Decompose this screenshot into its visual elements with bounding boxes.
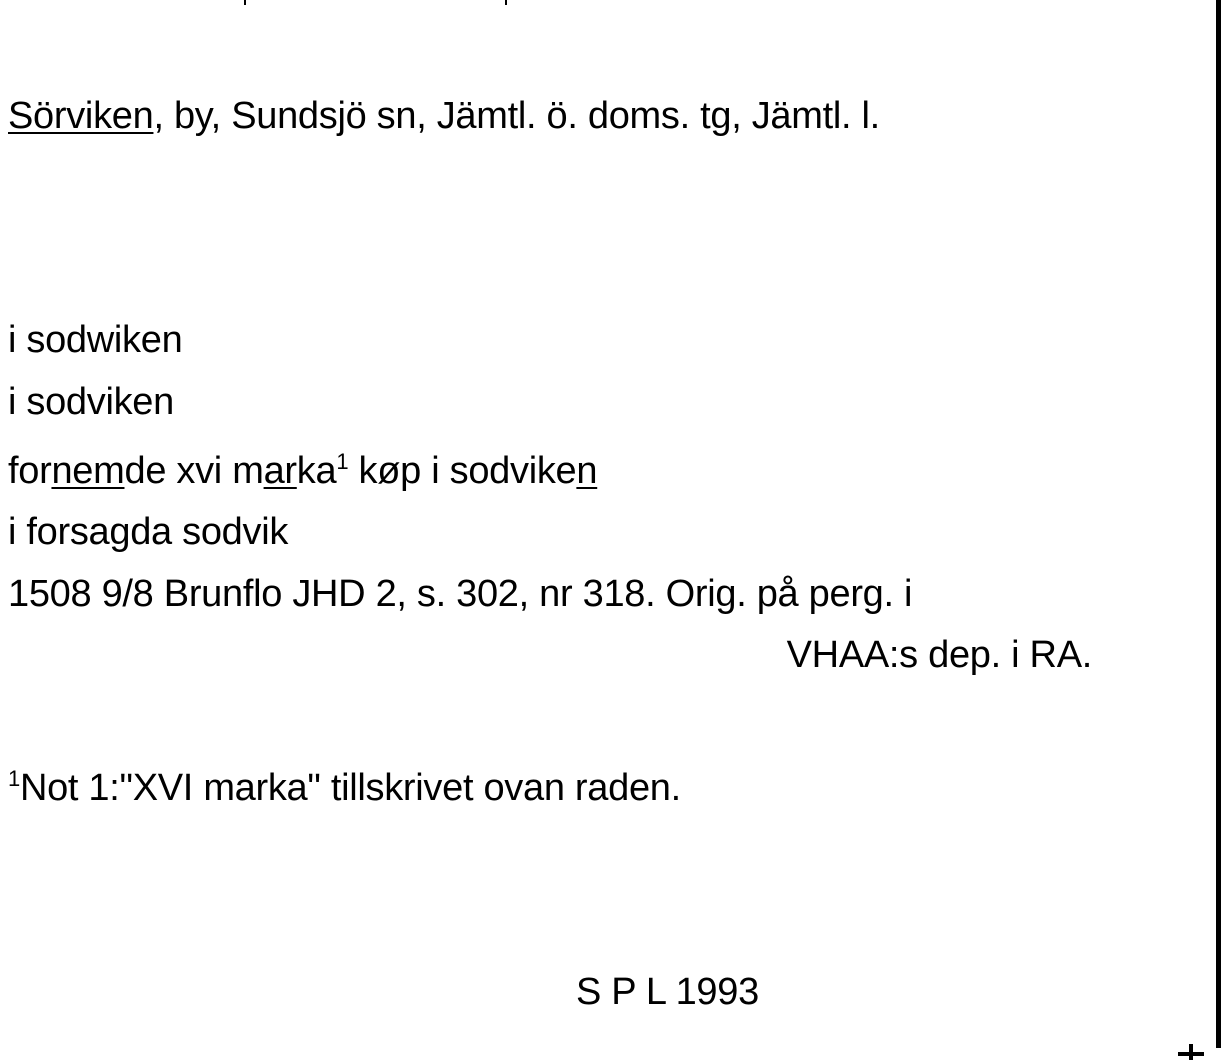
form-line-4: i forsagda sodvik <box>8 511 289 553</box>
place-name: Sörviken <box>8 95 154 137</box>
cross-mark-icon <box>1178 1044 1204 1060</box>
text-segment: for <box>8 450 52 492</box>
footnote-reference: 1 <box>336 449 349 474</box>
scan-tick-mark <box>244 0 246 5</box>
expanded-abbreviation: ar <box>263 450 297 492</box>
source-line-1: 1508 9/8 Brunflo JHD 2, s. 302, nr 318. Orig. på perg. i <box>8 573 913 615</box>
footnote-mark: 1 <box>8 766 20 791</box>
card-heading <box>8 94 880 138</box>
text-segment: ka <box>296 450 337 492</box>
expanded-abbreviation: nem <box>51 450 125 492</box>
form-line-2: i sodviken <box>8 381 174 423</box>
card-edge-line <box>1216 0 1221 1048</box>
text-segment: de xvi m <box>124 450 264 492</box>
form-line-3 <box>8 449 597 493</box>
source-line-2: VHAA:s dep. i RA. <box>786 634 1092 676</box>
form-line-1: i sodwiken <box>8 319 183 361</box>
scan-tick-mark <box>505 0 507 5</box>
expanded-abbreviation: n <box>576 450 598 492</box>
signature: S P L 1993 <box>576 971 759 1013</box>
footnote <box>8 766 681 810</box>
text-segment: køp i sodvike <box>348 450 577 492</box>
place-description: , by, Sundsjö sn, Jämtl. ö. doms. tg, Jämtl. l. <box>153 95 880 137</box>
footnote-text: Not 1:"XVI marka" tillskrivet ovan raden. <box>19 767 681 809</box>
